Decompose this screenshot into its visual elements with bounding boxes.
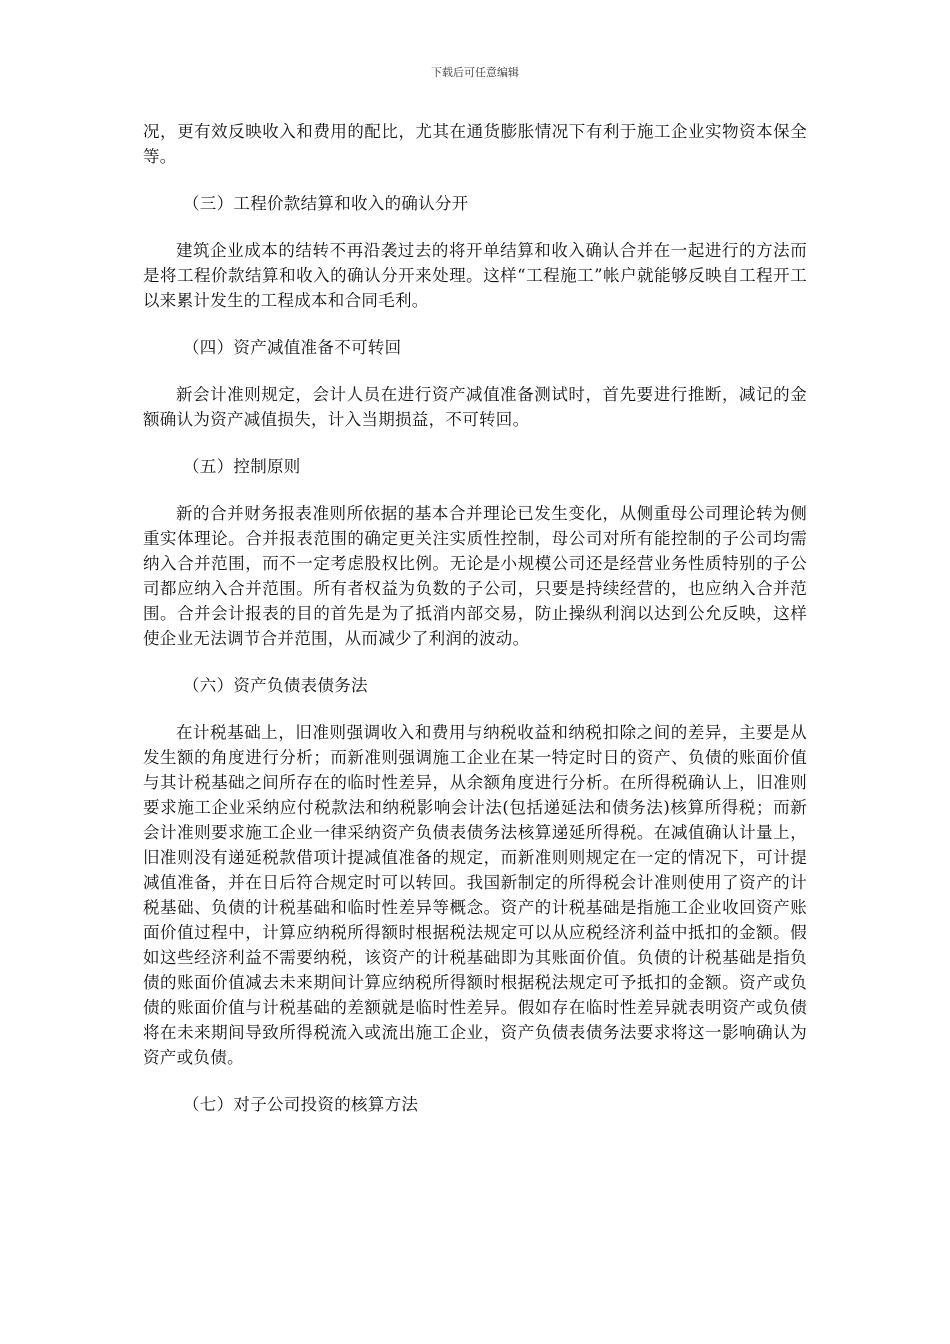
- document-body: [143, 119, 807, 1117]
- section-heading: （四）资产减值准备不可转回: [183, 338, 402, 357]
- page-header: 下载后可任意编辑: [431, 66, 519, 79]
- paragraph: 在计税基础上，旧准则强调收入和费用与纳税收益和纳税扣除之间的差异，主要是从发生额的角度进行分析；而新准则强调施工企业在某一特定时日的资产、负债的账面价值与其计税基础之间所存在的临时性差异，从余额角度进行分析。在所得税确认上，旧准则要求施工企业采纳应付税款法和纳税影响会计法(包括递延法和债务法)核算所得税；而新会计准则要求施工企业一律采纳资产负债表债务法核算递延所得税。在减值确认计量上，旧准则没有递延税款借项计提减值准备的规定，而新准则则规定在一定的情况下，可计提减值准备，并在日后符合规定时可以转回。我国新制定的所得税会计准则使用了资产的计税基础、负债的计税基础和临时性差异等概念。资产的计税基础是指施工企业收回资产账面价值过程中，计算应纳税所得额时根据税法规定可以从应税经济利益中抵扣的金额。假如这些经济利益不需要纳税，该资产的计税基础即为其账面价值。负债的计税基础是指负债的账面价值减去未来期间计算应纳税所得额时根据税法规定可予抵扣的金额。资产或负债的账面价值与计税基础的差额就是临时性差异。假如存在临时性差异就表明资产或负债将在未来期间导致所得税流入或流出施工企业，资产负债表债务法要求将这一影响确认为资产或负债。: [143, 723, 807, 1067]
- section-heading: （六）资产负债表债务法: [183, 676, 368, 695]
- paragraph: 新会计准则规定，会计人员在进行资产减值准备测试时，首先要进行推断，减记的金额确认为资产减值损失，计入当期损益，不可转回。: [143, 385, 807, 429]
- paragraph: 况，更有效反映收入和费用的配比，尤其在通货膨胀情况下有利于施工企业实物资本保全等。: [143, 122, 807, 166]
- section-heading: （七）对子公司投资的核算方法: [183, 1095, 419, 1114]
- section-heading: （三）工程价款结算和收入的确认分开: [183, 194, 469, 213]
- paragraph: 新的合并财务报表准则所依据的基本合并理论已发生变化，从侧重母公司理论转为侧重实体理论。合并报表范围的确定更关注实质性控制，母公司对所有能控制的子公司均需纳入合并范围，而不一定考虑股权比例。无论是小规模公司还是经营业务性质特别的子公司都应纳入合并范围。所有者权益为负数的子公司，只要是持续经营的，也应纳入合并范围。合并会计报表的目的首先是为了抵消内部交易，防止操纵利润以达到公允反映，这样使企业无法调节合并范围，从而减少了利润的波动。: [143, 504, 807, 648]
- paragraph: 建筑企业成本的结转不再沿袭过去的将开单结算和收入确认合并在一起进行的方法而是将工程价款结算和收入的确认分开来处理。这样“工程施工”帐户就能够反映自工程开工以来累计发生的工程成本和合同毛利。: [143, 241, 807, 310]
- section-heading: （五）控制原则: [183, 457, 301, 476]
